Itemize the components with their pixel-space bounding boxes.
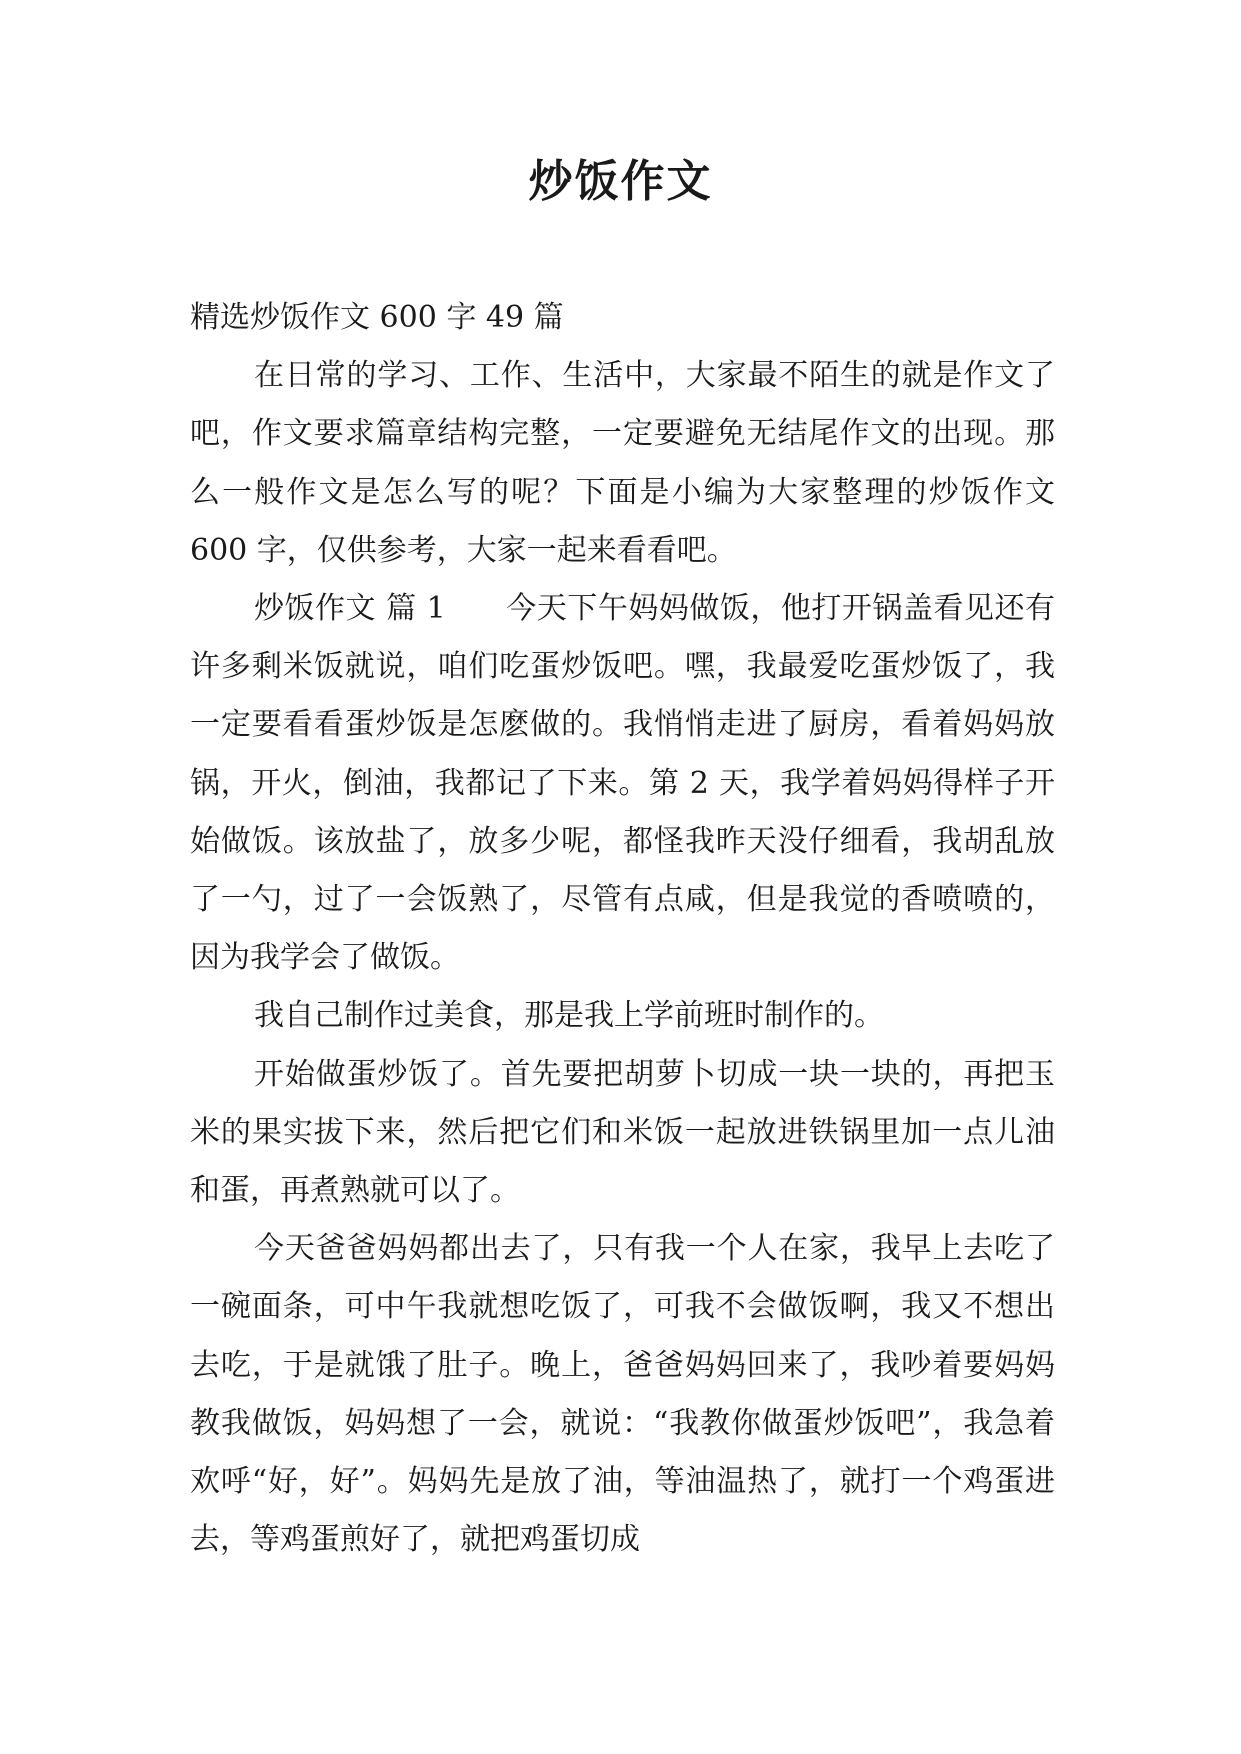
intro-paragraph: 在日常的学习、工作、生活中，大家最不陌生的就是作文了吧，作文要求篇章结构完整，一定要避免无结尾作文的出现。那么一般作文是怎么写的呢？下面是小编为大家整理的炒饭作文 600 字，仅供参考，大家一起来看看吧。 [190,358,1055,568]
paragraph-4: 今天爸爸妈妈都出去了，只有我一个人在家，我早上去吃了一碗面条，可中午我就想吃饭了，可我不会做饭啊，我又不想出去吃，于是就饿了肚子。晚上，爸爸妈妈回来了，我吵着要妈妈教我做饭，妈妈想了一会，就说：“我教你做蛋炒饭吧”，我急着欢呼“好，好”。妈妈先是放了油，等油温热了，就打一个鸡蛋进去，等鸡蛋煎好了，就把鸡蛋切成 [190,1231,1055,1558]
section-1-heading: 炒饭作文 篇 1 [254,591,446,627]
document-title: 炒饭作文 [528,156,713,207]
paragraph-2: 我自己制作过美食，那是我上学前班时制作的。 [254,998,884,1034]
section-1-text: 今天下午妈妈做饭，他打开锅盖看见还有许多剩米饭就说，咱们吃蛋炒饭吧。嘿，我最爱吃蛋炒饭了，我一定要看看蛋炒饭是怎麽做的。我悄悄走进了厨房，看着妈妈放锅，开火，倒油，我都记了下来。第 2 天，我学着妈妈得样子开始做饭。该放盐了，放多少呢，都怪我昨天没仔细看，我胡乱放了一勺，过了一会饭熟了，尽管有点咸，但是我觉的香喷喷的，因为我学会了做饭。 [190,591,1056,976]
document-body [190,289,1055,1569]
paragraph-3: 开始做蛋炒饭了。首先要把胡萝卜切成一块一块的，再把玉米的果实拔下来，然后把它们和米饭一起放进铁锅里加一点儿油和蛋，再煮熟就可以了。 [190,1056,1055,1209]
document-subtitle: 精选炒饭作文 600 字 49 篇 [190,300,564,335]
section-1-paragraph [190,580,1055,987]
